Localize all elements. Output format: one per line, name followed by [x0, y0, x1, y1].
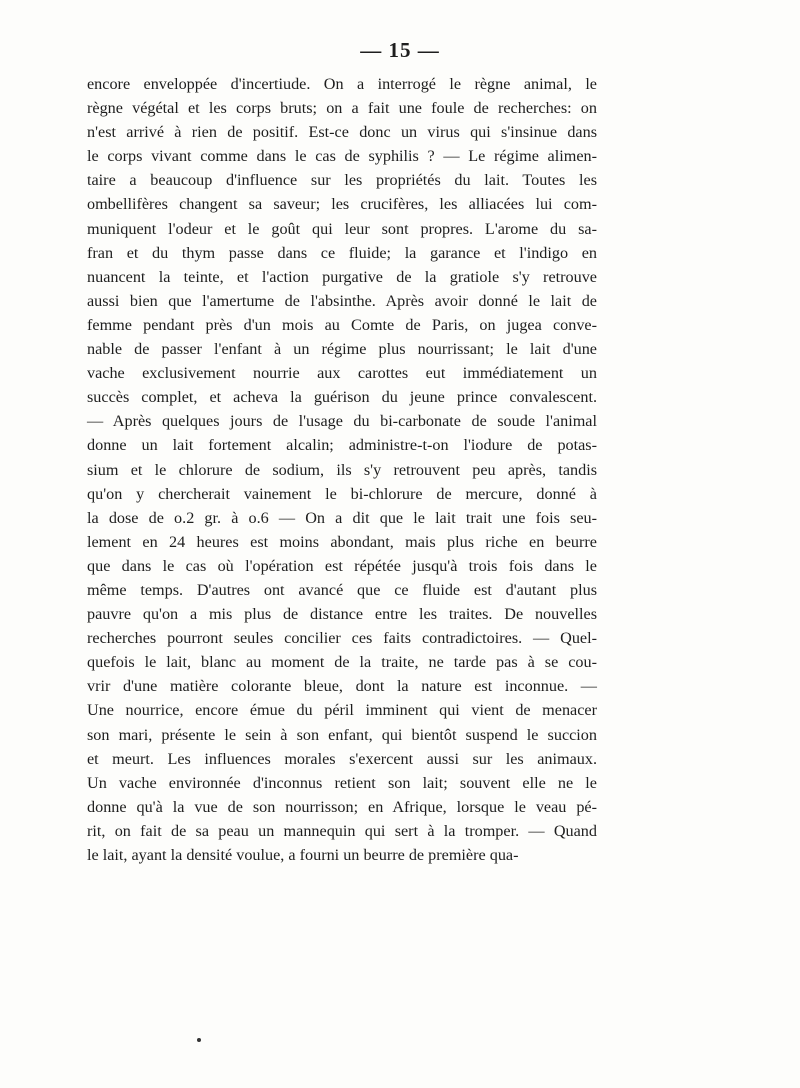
- text-line: et meurt. Les influences morales s'exercent aussi sur les animaux.: [87, 749, 597, 768]
- text-line: nable de passer l'enfant à un régime plus nourrissant; le lait d'une: [87, 340, 597, 359]
- text-line: donne qu'à la vue de son nourrisson; en Afrique, lorsque le veau pé-: [87, 797, 597, 816]
- text-line: la dose de o.2 gr. à o.6 — On a dit que le lait trait une fois seu-: [87, 508, 597, 527]
- text-line: le lait, ayant la densité voulue, a fourni un beurre de première qua-: [87, 846, 519, 864]
- text-line: même temps. D'autres ont avancé que ce fluide est d'autant plus: [87, 580, 597, 599]
- text-line: Une nourrice, encore émue du péril imminent qui vient de menacer: [87, 701, 597, 720]
- text-line: lement en 24 heures est moins abondant, mais plus riche en beurre: [87, 532, 597, 551]
- text-line: succès complet, et acheva la guérison du jeune prince convalescent.: [87, 388, 597, 407]
- text-line: femme pendant près d'un mois au Comte de Paris, on jugea conve-: [87, 315, 597, 334]
- text-line: vrir d'une matière colorante bleue, dont la nature est inconnue. —: [87, 677, 597, 696]
- text-line: le corps vivant comme dans le cas de syphilis ? — Le régime alimen-: [87, 147, 597, 166]
- text-line: rit, on fait de sa peau un mannequin qui sert à la tromper. — Quand: [87, 821, 597, 840]
- text-line: fran et du thym passe dans ce fluide; la garance et l'indigo en: [87, 243, 597, 262]
- text-line: vache exclusivement nourrie aux carottes eut immédiatement un: [87, 364, 597, 383]
- text-line: muniquent l'odeur et le goût qui leur sont propres. L'arome du sa-: [87, 219, 597, 238]
- body-text: [87, 72, 597, 867]
- text-line: n'est arrivé à rien de positif. Est-ce donc un virus qui s'insinue dans: [87, 123, 597, 142]
- text-line: qu'on y chercherait vainement le bi-chlorure de mercure, donné à: [87, 484, 597, 503]
- text-line: aussi bien que l'amertume de l'absinthe. Après avoir donné le lait de: [87, 291, 597, 310]
- text-line: encore enveloppée d'incertiude. On a interrogé le règne animal, le: [87, 75, 597, 93]
- text-line: son mari, présente le sein à son enfant, qui bientôt suspend le succion: [87, 725, 597, 744]
- text-line: règne végétal et les corps bruts; on a fait une foule de recherches: on: [87, 99, 597, 118]
- text-line: recherches pourront seules concilier ces faits contradictoires. — Quel-: [87, 629, 597, 648]
- page-number: — 15 —: [360, 38, 440, 62]
- text-line: nuancent la teinte, et l'action purgative de la gratiole s'y retrouve: [87, 267, 597, 286]
- text-line: quefois le lait, blanc au moment de la traite, ne tarde pas à se cou-: [87, 653, 597, 672]
- ink-speck: [197, 1038, 201, 1042]
- text-line: que dans le cas où l'opération est répétée jusqu'à trois fois dans le: [87, 556, 597, 575]
- text-line: Un vache environnée d'inconnus retient son lait; souvent elle ne le: [87, 773, 597, 792]
- text-line: pauvre qu'on a mis plus de distance entre les traites. De nouvelles: [87, 605, 597, 624]
- text-line: ombellifères changent sa saveur; les crucifères, les alliacées lui com-: [87, 195, 597, 214]
- text-line: — Après quelques jours de l'usage du bi-carbonate de soude l'animal: [87, 412, 597, 431]
- text-line: donne un lait fortement alcalin; administre-t-on l'iodure de potas-: [87, 436, 597, 455]
- text-line: taire a beaucoup d'influence sur les propriétés du lait. Toutes les: [87, 171, 597, 190]
- text-line: sium et le chlorure de sodium, ils s'y retrouvent peu après, tandis: [87, 460, 597, 479]
